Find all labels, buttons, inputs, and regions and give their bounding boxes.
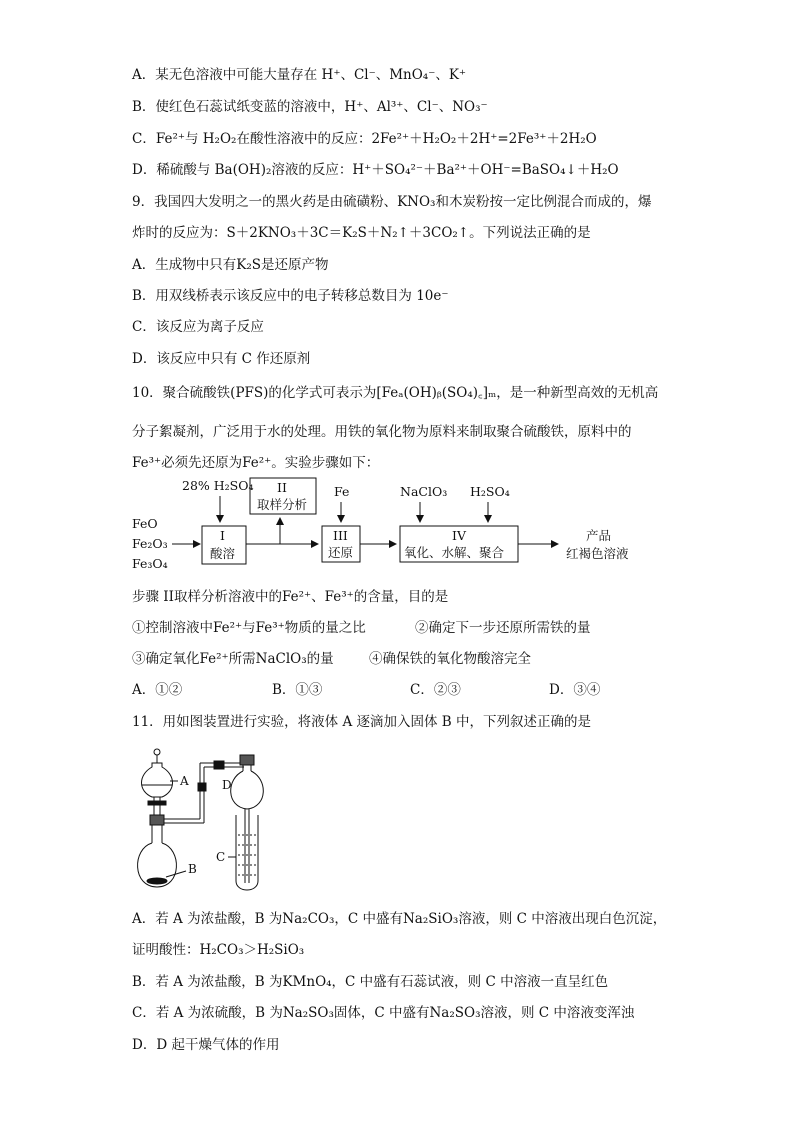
- q10-statement-4: ④确保铁的氧化物酸溶完全: [369, 651, 531, 667]
- q9-option-c: C．该反应为离子反应: [132, 319, 264, 335]
- q10-stem-line2: 分子絮凝剂，广泛用于水的处理。用铁的氧化物为原料来制取聚合硫酸铁，原料中的: [132, 424, 632, 440]
- q11-option-a-line2: 证明酸性：H₂CO₃＞H₂SiO₃: [132, 942, 305, 958]
- flow-product-desc: 红褐色溶液: [566, 546, 629, 561]
- flow-raw-fe3o4: Fe₃O₄: [132, 556, 168, 571]
- process-flow-diagram: [130, 474, 660, 584]
- apparatus-diagram: [130, 745, 290, 895]
- flow-step2-num: II: [277, 480, 287, 495]
- flow-h2so4-label: H₂SO₄: [470, 484, 510, 499]
- flow-raw-feo: FeO: [132, 516, 158, 531]
- q11-option-c: C．若 A 为浓硫酸，B 为Na₂SO₃固体，C 中盛有Na₂SO₃溶液，则 C 中溶液变浑浊: [132, 1005, 635, 1021]
- flow-naclo3-label: NaClO₃: [400, 484, 448, 499]
- flow-step1-name: 酸溶: [210, 546, 236, 561]
- q9-stem-line1: 9．我国四大发明之一的黑火药是由硫磺粉、KNO₃和木炭粉按一定比例混合而成的，爆: [132, 194, 652, 210]
- q10-question: 步骤 II取样分析溶液中的Fe²⁺、Fe³⁺的含量，目的是: [132, 589, 449, 605]
- q10-options-row: [132, 681, 732, 699]
- flow-step3-num: III: [333, 528, 348, 543]
- q9-stem-line2: 炸时的反应为：S＋2KNO₃＋3C＝K₂S＋N₂↑＋3CO₂↑。下列说法正确的是: [132, 225, 591, 241]
- q9-option-a: A．生成物中只有K₂S是还原产物: [132, 257, 329, 273]
- flow-product-label: 产品: [586, 528, 612, 543]
- flow-step3-name: 还原: [328, 545, 354, 560]
- label-c: C: [216, 850, 226, 864]
- q10-statements-row2: [132, 650, 732, 668]
- q10-statements-row1: [132, 619, 732, 637]
- q8-option-b: B．使红色石蕊试纸变蓝的溶液中，H⁺、Al³⁺、Cl⁻、NO₃⁻: [132, 99, 488, 115]
- label-a: A: [180, 774, 189, 788]
- flow-step1-num: I: [220, 528, 225, 543]
- q10-statement-2: ②确定下一步还原所需铁的量: [415, 620, 591, 636]
- q9-option-d: D．该反应中只有 C 作还原剂: [132, 351, 311, 367]
- flow-raw-fe2o3: Fe₂O₃: [132, 536, 168, 551]
- flow-fe-label: Fe: [334, 484, 350, 499]
- label-b: B: [188, 862, 197, 876]
- label-d: D: [222, 778, 232, 792]
- q11-option-b: B．若 A 为浓盐酸，B 为KMnO₄，C 中盛有石蕊试液，则 C 中溶液一直呈红色: [132, 974, 609, 990]
- q10-option-d: D．③④: [549, 682, 601, 698]
- q11-option-a-line1: A．若 A 为浓盐酸，B 为Na₂CO₃，C 中盛有Na₂SiO₃溶液，则 C 中溶液出现白色沉淀，: [132, 911, 667, 927]
- q10-option-b: B．①③: [272, 682, 323, 698]
- flow-step4-num: IV: [452, 528, 466, 543]
- q10-option-a: A．①②: [132, 682, 183, 698]
- q8-option-a: A．某无色溶液中可能大量存在 H⁺、Cl⁻、MnO₄⁻、K⁺: [132, 67, 467, 83]
- q11-option-d: D．D 起干燥气体的作用: [132, 1037, 280, 1053]
- q10-stem-line3: Fe³⁺必须先还原为Fe²⁺。实验步骤如下：: [132, 455, 380, 471]
- q10-statement-3: ③确定氧化Fe²⁺所需NaClO₃的量: [132, 651, 334, 667]
- q11-stem: 11．用如图装置进行实验，将液体 A 逐滴加入固体 B 中，下列叙述正确的是: [132, 714, 592, 730]
- q9-option-b: B．用双线桥表示该反应中的电子转移总数目为 10e⁻: [132, 288, 449, 304]
- q8-option-c: C．Fe²⁺与 H₂O₂在酸性溶液中的反应：2Fe²⁺＋H₂O₂＋2H⁺=2Fe³⁺＋2H₂O: [132, 131, 597, 147]
- flow-step4-name: 氧化、水解、聚合: [404, 545, 505, 560]
- q10-statement-1: ①控制溶液中Fe²⁺与Fe³⁺物质的量之比: [132, 620, 366, 636]
- q8-option-d: D．稀硫酸与 Ba(OH)₂溶液的反应：H⁺＋SO₄²⁻＋Ba²⁺＋OH⁻=BaSO₄↓＋H₂O: [132, 162, 619, 178]
- flow-acid-label: 28% H₂SO₄: [182, 478, 254, 493]
- q10-stem-line1: 10．聚合硫酸铁(PFS)的化学式可表示为[Feₐ(OH)ᵦ(SO₄)꜀]ₘ，是一种新型高效的无机高: [132, 385, 659, 401]
- q10-option-c: C．②③: [410, 682, 461, 698]
- flow-step2-name: 取样分析: [257, 497, 308, 512]
